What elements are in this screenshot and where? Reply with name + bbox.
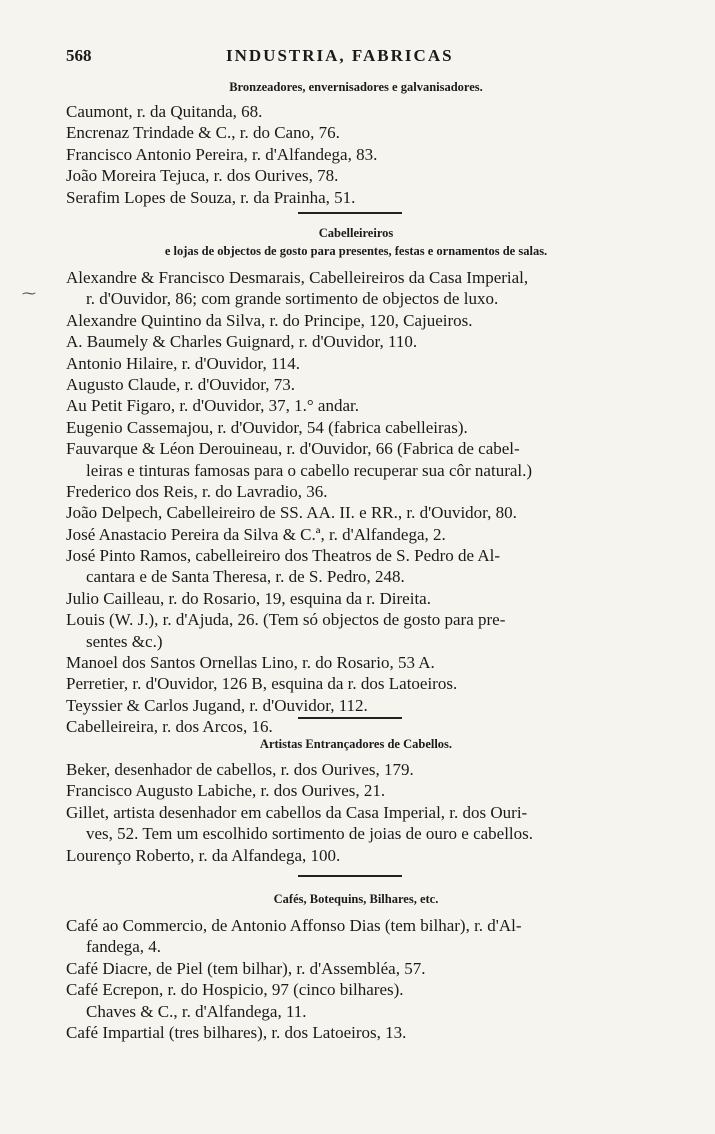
list-item: Café ao Commercio, de Antonio Affonso Dias (tem bilhar), r. d'Al- xyxy=(66,916,522,935)
section-divider xyxy=(298,212,402,214)
section-heading: Cafés, Botequins, Bilhares, etc. xyxy=(273,892,439,906)
list-item: A. Baumely & Charles Guignard, r. d'Ouvidor, 110. xyxy=(66,332,418,352)
list-item: Lourenço Roberto, r. da Alfandega, 100. xyxy=(66,845,341,865)
list-item: Encrenaz Trindade & C., r. do Cano, 76. xyxy=(66,123,340,143)
list-item: Café Diacre, de Piel (tem bilhar), r. d'Assembléa, 57. xyxy=(66,958,426,978)
list-item: Manoel dos Santos Ornellas Lino, r. do Rosario, 53 A. xyxy=(66,653,435,673)
list-item: Cabelleireira, r. dos Arcos, 16. xyxy=(66,717,273,737)
list-item-continuation: Chaves & C., r. d'Alfandega, 11. xyxy=(86,1001,307,1021)
entry-list xyxy=(66,101,656,208)
list-item: Alexandre & Francisco Desmarais, Cabelleireiros da Casa Imperial, xyxy=(66,268,529,287)
list-item: Frederico dos Reis, r. do Lavradio, 36. xyxy=(66,481,328,501)
entry-list xyxy=(66,267,656,738)
page-number: 568 xyxy=(66,46,92,65)
list-item: Augusto Claude, r. d'Ouvidor, 73. xyxy=(66,374,296,394)
list-item: Louis (W. J.), r. d'Ajuda, 26. (Tem só objectos de gosto para pre- xyxy=(66,610,506,630)
list-item-continuation: cantara e de Santa Theresa, r. de S. Pedro, 248. xyxy=(86,567,405,587)
list-item-continuation: ves, 52. Tem um escolhido sortimento de joias de ouro e cabellos. xyxy=(86,824,534,844)
list-item: Eugenio Cassemajou, r. d'Ouvidor, 54 (fabrica cabelleiras). xyxy=(66,417,468,437)
section-divider xyxy=(298,875,402,877)
running-title: INDUSTRIA, FABRICAS xyxy=(226,46,454,65)
section-heading: Artistas Entrançadores de Cabellos. xyxy=(259,737,453,751)
list-item: Gillet, artista desenhador em cabellos da Casa Imperial, r. dos Ouri- xyxy=(66,802,528,822)
list-item: José Anastacio Pereira da Silva & C.ª, r. d'Alfandega, 2. xyxy=(66,524,446,544)
section-heading: Cabelleireiros xyxy=(318,226,394,240)
list-item-continuation: sentes &c.) xyxy=(86,631,163,651)
list-item: Fauvarque & Léon Derouineau, r. d'Ouvidor, 66 (Fabrica de cabel- xyxy=(66,439,520,459)
section-divider xyxy=(298,717,402,719)
list-item: Francisco Augusto Labiche, r. dos Ourives, 21. xyxy=(66,781,386,801)
list-item-continuation: leiras e tinturas famosas para o cabello recuperar sua côr natural.) xyxy=(86,460,533,480)
list-item: João Moreira Tejuca, r. dos Ourives, 78. xyxy=(66,166,339,186)
list-item: Francisco Antonio Pereira, r. d'Alfandega, 83. xyxy=(66,144,378,164)
list-item: Antonio Hilaire, r. d'Ouvidor, 114. xyxy=(66,353,301,373)
list-item-continuation: fandega, 4. xyxy=(86,937,162,957)
list-item: Au Petit Figaro, r. d'Ouvidor, 37, 1.° andar. xyxy=(66,396,359,416)
section-subheading: e lojas de objectos de gosto para presentes, festas e ornamentos de salas. xyxy=(164,244,548,258)
list-item: Serafim Lopes de Souza, r. da Prainha, 51. xyxy=(66,187,356,207)
list-item: Café Impartial (tres bilhares), r. dos Latoeiros, 13. xyxy=(66,1022,407,1042)
entry-list xyxy=(66,915,656,1043)
section-heading: Bronzeadores, envernisadores e galvanisadores. xyxy=(229,80,483,94)
list-item: Teyssier & Carlos Jugand, r. d'Ouvidor, 112. xyxy=(66,695,368,715)
list-item: Beker, desenhador de cabellos, r. dos Ourives, 179. xyxy=(66,760,414,779)
list-item-continuation: r. d'Ouvidor, 86; com grande sortimento de objectos de luxo. xyxy=(86,289,499,309)
page-header xyxy=(66,46,646,68)
list-item: Perretier, r. d'Ouvidor, 126 B, esquina da r. dos Latoeiros. xyxy=(66,674,458,694)
list-item: Alexandre Quintino da Silva, r. do Principe, 120, Cajueiros. xyxy=(66,310,473,330)
entry-list xyxy=(66,759,656,866)
list-item: Café Ecrepon, r. do Hospicio, 97 (cinco bilhares). xyxy=(66,980,404,1000)
list-item: Caumont, r. da Quitanda, 68. xyxy=(66,102,263,121)
list-item: Julio Cailleau, r. do Rosario, 19, esquina da r. Direita. xyxy=(66,588,431,608)
list-item: João Delpech, Cabelleireiro de SS. AA. II. e RR., r. d'Ouvidor, 80. xyxy=(66,503,517,523)
list-item: José Pinto Ramos, cabelleireiro dos Theatros de S. Pedro de Al- xyxy=(66,546,501,566)
margin-mark: ⁓ xyxy=(22,287,36,302)
